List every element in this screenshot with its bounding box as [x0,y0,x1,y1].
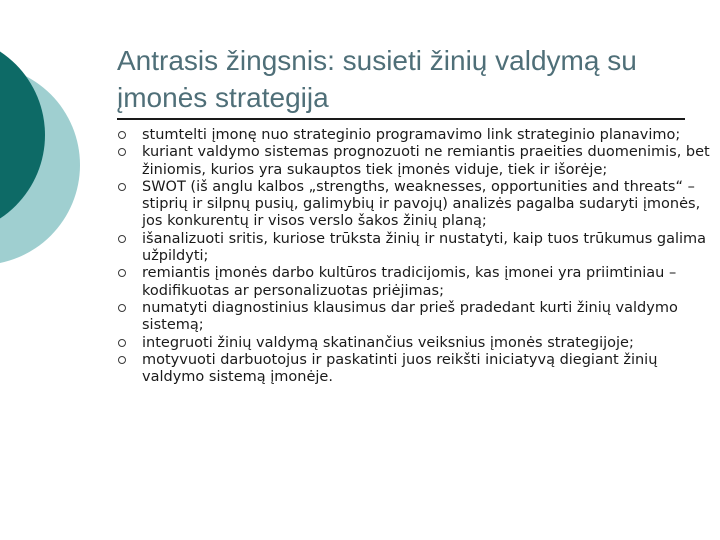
bullet-circle-icon [118,235,126,243]
bullet-circle-icon [118,131,126,139]
bullet-text: remiantis įmonės darbo kultūros tradicijomis, kas įmonei yra priimtiniau – kodifikuotas ar personalizuotas priėjimas; [142,265,677,299]
bullet-item [118,335,710,352]
bullet-item [118,179,710,231]
bullet-list [118,127,710,386]
bullet-circle-icon [118,356,126,364]
bullet-text: SWOT (iš anglu kalbos „strengths, weaknesses, opportunities and threats“ – stiprių ir silpnų pusių, galimybių ir pavojų) analizės pagalba sudaryti įmonės, jos konkurentų ir visos verslo šakos žinių planą; [142,178,701,230]
bullet-text: kuriant valdymo sistemas prognozuoti ne remiantis praeities duomenimis, bet žiniomis, kurios yra sukauptos tiek įmonės viduje, tiek ir išorėje; [142,144,710,178]
slide-title: Antrasis žingsnis: susieti žinių valdymą su įmonės strategija [117,45,637,113]
decorative-circles [0,0,120,540]
bullet-item [118,231,710,266]
bullet-item [118,127,710,144]
bullet-text: numatyti diagnostinius klausimus dar prieš pradedant kurti žinių valdymo sistemą; [142,299,678,334]
bullet-item [118,352,710,387]
title-divider [117,118,685,120]
bullet-circle-icon [118,269,126,277]
bullet-item [118,265,710,300]
bullet-circle-icon [118,339,126,347]
bullet-item [118,300,710,335]
bullet-text: integruoti žinių valdymą skatinančius veiksnius įmonės strategijoje; [142,334,634,351]
bullet-circle-icon [118,183,126,191]
decorative-circles-graphic [0,0,120,540]
bullet-circle-icon [118,304,126,312]
bullet-circle-icon [118,148,126,156]
bullet-text: motyvuoti darbuotojus ir paskatinti juos reikšti iniciatyvą diegiant žinių valdymo sistemą įmonėje. [142,351,658,386]
bullet-text: stumtelti įmonę nuo strateginio programavimo link strateginio planavimo; [142,127,681,143]
bullet-text: išanalizuoti sritis, kuriose trūksta žinių ir nustatyti, kaip tuos trūkumus galima užpildyti; [142,230,707,265]
bullet-item [118,144,710,179]
